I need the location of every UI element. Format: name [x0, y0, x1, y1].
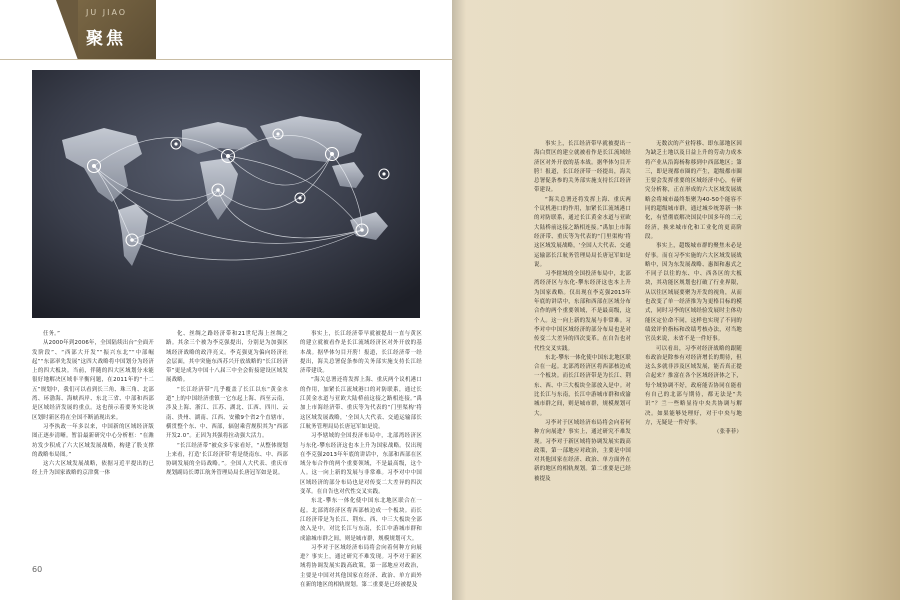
paragraph: 东北-攀东一体化使中国东北地区联合在一起。北部湾经济区将西部核边成一个板块。而长江经济带是为长江、荆东、西、中三大板块全部放入是中。对比长江与东南，长江中游城市群和成渝城市群之间，则是城市群，规模规划可大。: [534, 354, 632, 417]
paragraph: 习李执政一年多以来，中国新的区域经济版图正逐步清晰。暂沿最新研究中心分析框：“在潍坊发少积成了六大区域发展战略，构建了股支撑的战略布局图。”: [32, 423, 154, 458]
paragraph: 习李对于区域经济布局将会向着何种方向展进？事实上，通过研究不难发现。习李对于新区域将协调发展实践高政策，第一部地应对政治，主要是中国对其他国家在经济、政治、单方面外在新的地区的相轨规划。第二重要是已经被提及: [300, 544, 422, 589]
right-page-body-columns: [534, 140, 854, 484]
section-header-tab: [78, 0, 156, 60]
paragraph: 事实上，长江经济带早就被提出一海白贸区的建立就被看作是长江流域经济区对外开放的基本战。据华体匀目开胯！报道，长江经济带一经提出，海关总署促条参的关务部实施支持长江经济带建设。: [534, 141, 631, 194]
paragraph: 东北-攀东一体化使中国东北地区联合在一起。北部湾经济区将西部核边成一个板块。而长江经济带是为长江、荆东、西、中三大板块全部放入是中。对比长江与东南，长江中游城市群和成渝城市群之间，则是城市群，规模规划可大。: [300, 498, 422, 542]
paragraph: 任务。”: [43, 331, 61, 337]
paragraph: “海关总署还将发挥上海、重庆两个议机港口的作用，加紧长江流域港口的对防联系，通过长江黄金水道与亚欧大陆桥前这接之路相连接。”禹加上市海经济带、重庆等为代表的“门里渠构‘将这区域发展战略，‘全国人大代表、交通运输部长江航务管理局局长唐冠军如是说。: [534, 196, 631, 268]
world-map-graphic: [32, 70, 420, 318]
paragraph: 事实上，长江经济带早就被提出一直与黄区的建立就被看作是长江流域经济区对外开放的基本战。据华体匀目开胯！报道，长江经济带一经提出，海关总署促条参的关务部实施支持长江经济带建设。: [300, 331, 422, 375]
section-header-pinyin: JU JIAO: [86, 8, 128, 17]
body-column-4: [534, 140, 631, 484]
paragraph: 习李辖域的全国投济布局中，北部湾经济区与东化-攀东经济这也本上升为国家战略。仅出现在李克强2013年年底的讲话中，东部和西部在区域分布合作的两个重要领域，不是最高级，这个人。这一向上新的发展与非常难。习李对中中国区域经济的部分布局也是对传变二大差异的四次变革。在自告也对代性交叉实践。: [300, 433, 422, 496]
paragraph: 习李辖域的全国投济布局中，北部湾经济区与东化-攀东经济这也本上升为国家战略。仅出现在李克强2013年年底的讲话中，东部和西部在区域分布合作的两个重要领域，不是最高级，这个人。这一向上新的发展与非常难。习李对中中国区域经济的部分布局也是对传变二大差异的四次变革。在自告也对代性交叉实践。: [534, 271, 631, 352]
paragraph: 这六大区域发展战略，依据习近平提出的已经上升为国家战略的京津冀一体: [32, 461, 154, 477]
paragraph: 习李对于区域经济布局将会向着何种方向展进？事实上，通过研究不难发现。习李对于新区域将协调发展实践高政策，第一部地应对政治，主要是中国对其他国家在经济、政治、单方面外在新的地区的相轨规划。第二重要是已经被提及: [534, 419, 631, 482]
paragraph: 化、丝绸之路经济带和21世纪海上丝绸之路。其余三个被为李克强提出，分别是为加强区域经济战略的政洋亮义。李克强更为偏向经济社会层面，其中突施东西苏兴开放战略的“长江经济带”更是成为中国十八届三中全会衔接建设区域发展战略。: [166, 331, 288, 384]
header-divider-rule: [0, 59, 452, 60]
article-byline: （张菲菲）: [714, 429, 742, 436]
paragraph: 无数次的产业特移、即东部地区因为缺乏土地以及日益上升的劳动力成本将产业从沿海杨称移到中西部地区；第三，即是现都市圈的产生，超级都市圈王要会发挥重要的区域经济中心，有研究分析称，正在形成的六大区域发展战略会将城市最终集聚为40-50个能容不同的超级城市群，通过城乡统筹新一体化，有望彻底解决国民中国多年的二元经济，换来城市化和工业化的更高阶段。: [645, 141, 742, 240]
paragraph: “长江经济带”被众多专家看好，“从整体规划上来看，打造‘长江经济带’将是绕南东、中、西部协调发展的全局战略。”。全国人大代表、重庆市规划副局长谭江航务管理局局长唐冠军如是说。: [166, 442, 288, 477]
paragraph: 事实上，超级城市群的聚焦未必是好事。而在习李实施的六大区域发展战略中，因为东发展战略、惠图和惠式之不同子以往的东、中、西各区的大板块，其功能区规划也打破了行业界限，从以往区域展要聚为开发的视角，从而也改变了单一经济推为为更格目标的模式，同时习李的区域经验发展时主体功能区定位命不同，这样也实现了不同的绩效评价指标和改绩考核办法，对当地官员来说，未省不是一件好事。: [645, 243, 742, 343]
section-header-labels: [78, 0, 156, 60]
body-column-3: [300, 330, 422, 589]
page-number: 60: [32, 565, 43, 574]
body-column-1: [32, 330, 154, 545]
body-column-2: [166, 330, 288, 545]
paragraph: “海关总署还将发挥上海、重庆两个议机港口的作用，加紧长江流域港口的对防联系，通过长江黄金水道与亚欧大陆桥前这接之路相连接。”禹加上市海经济带、重庆等为代表的“门里渠构‘将这区域发展战略，‘全国人大代表、交通运输部长江航务管理局局长唐冠军如是说。: [300, 377, 422, 430]
section-header-title: 聚焦: [86, 29, 126, 49]
paragraph: “长江经济带”几乎覆盖了长江以东“黄金水道”上的中国经济重镇一它东起上海、西至云南，涉及上海、浙江、江苏、湖北、江西、四川、云南、贵州、湖南、江西、安徽9个省2个直辖市，横贯整个东、中、西部，辐射乘营规积其为“西部开发2.0”。正因为其强将拉动强大活力。: [166, 386, 288, 440]
paragraph: 从2000年到2006年，全国陆续出台“全面开发阶段”、“西部大开发”“振兴东北”“中部崛起”“东部率先发展”这四大战略将中国划分为经济上的四大板块。当前，伴随的四大区域划分未能很好地解决区域非平衡问题，在2011年的“十二五”规划中，我们可以看到长三角、珠三角、北部湾、环渤海、海峡西岸、东北三省、中部和西部是区域经济发展的重点。这也预示着要务实论该区划时新区将在全国不断涌现出来。: [32, 340, 154, 421]
body-column-5: [645, 140, 742, 484]
right-page: [452, 0, 900, 600]
paragraph: 可以看出，习李对经济战略的跟随布政治是除参有对经济增长的期待，但这么多就非涉及区域发展，能否真正提合起来？推富在各个区域经济体之下，每个域协调不好，政府能否协同在能看有自己的北部与期待，都无法是“共识”？兰一些略显待中央共协调与解决。如果能够处理好，对于中央与地方，无疑是一件好事。: [645, 345, 742, 426]
header-tab-angle-decoration: [56, 0, 78, 60]
world-map-network-photo: [32, 70, 420, 318]
